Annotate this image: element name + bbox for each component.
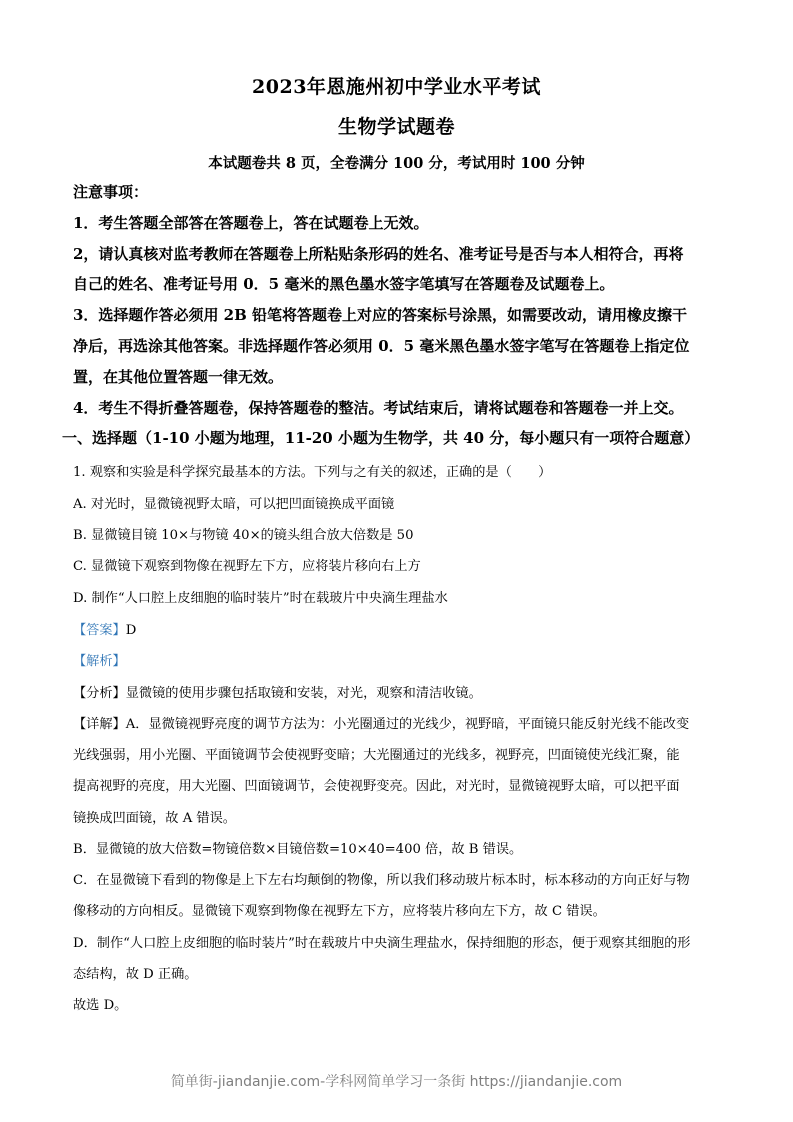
detail-line: B．显微镜的放大倍数=物镜倍数×目镜倍数=10×40=400 倍，故 B 错误。 <box>73 842 523 857</box>
detail-line: D．制作“人口腔上皮细胞的临时装片”时在载玻片中央滴生理盐水，保持细胞的形态，便于观察其细胞的形 <box>73 936 691 951</box>
fenxi-row <box>73 682 725 701</box>
notice-line: 净后，再选涂其他答案。非选择题作答必须用 0．5 毫米黑色墨水签字笔写在答题卷上指定位 <box>73 337 690 355</box>
detail-line: 光线强弱，用小光圈、平面镜调节会使视野变暗；大光圈通过的光线多，视野亮，凹面镜使光线汇聚，能 <box>73 748 680 763</box>
paper-info: 本试题卷共 8 页，全卷满分 100 分，考试用时 100 分钟 <box>208 155 585 172</box>
analysis-row <box>73 650 725 669</box>
footer-watermark: 简单街-jiandanjie.com-学科网简单学习一条街 https://jiandanjie.com <box>170 1074 623 1090</box>
fenxi-text: 显微镜的使用步骤包括取镜和安装，对光，观察和清洁收镜。 <box>125 686 482 701</box>
notice-line: 置，在其他位置答题一律无效。 <box>73 368 284 386</box>
section-heading: 一、选择题（1-10 小题为地理，11-20 小题为生物学，共 40 分，每小题只有一项符合题意） <box>62 429 700 447</box>
detail-row <box>73 713 725 732</box>
analysis-tag: 【解析】 <box>73 654 126 669</box>
detail-line: 提高视野的亮度，用大光圈、凹面镜调节，会使视野变亮。因此，对光时，显微镜视野太暗，可以把平面 <box>73 779 680 794</box>
question-stem: 1. 观察和实验是科学探究最基本的方法。下列与之有关的叙述，正确的是（ ） <box>73 465 552 480</box>
detail-tag: 【详解】 <box>73 717 126 732</box>
detail-text: A．显微镜视野亮度的调节方法为：小光圈通过的光线少，视野暗，平面镜只能反射光线不能改变 <box>125 717 690 732</box>
answer-value: D <box>125 623 137 638</box>
paper-subtitle: 生物学试题卷 <box>337 116 455 138</box>
option-a: A. 对光时，显微镜视野太暗，可以把凹面镜换成平面镜 <box>73 497 395 512</box>
answer-row <box>73 619 725 638</box>
notice-line: 3．选择题作答必须用 2B 铅笔将答题卷上对应的答案标号涂黑，如需要改动，请用橡皮擦干 <box>73 306 688 324</box>
exam-title: 2023年恩施州初中学业水平考试 <box>252 76 541 98</box>
notice-line: 2，请认真核对监考教师在答题卷上所粘贴条形码的姓名、准考证号是否与本人相符合，再将 <box>73 245 684 263</box>
option-d: D. 制作“人口腔上皮细胞的临时装片”时在载玻片中央滴生理盐水 <box>73 591 448 606</box>
detail-line: 像移动的方向相反。显微镜下观察到物像在视野左下方，应将装片移向左下方，故 C 错误。 <box>73 904 606 919</box>
notice-line: 自己的姓名、准考证号用 0．5 毫米的黑色墨水签字笔填写在答题卷及试题卷上。 <box>73 275 615 293</box>
option-b: B. 显微镜目镜 10×与物镜 40×的镜头组合放大倍数是 50 <box>73 528 414 543</box>
notice-line: 1．考生答题全部答在答题卷上，答在试题卷上无效。 <box>73 214 429 232</box>
fenxi-tag: 【分析】 <box>73 686 126 701</box>
detail-line: C．在显微镜下看到的物像是上下左右均颠倒的物像，所以我们移动玻片标本时，标本移动的方向正好与物 <box>73 873 690 888</box>
notice-line: 4．考生不得折叠答题卷，保持答题卷的整洁。考试结束后，请将试题卷和答题卷一并上交。 <box>73 399 684 417</box>
notice-heading: 注意事项： <box>73 183 149 201</box>
conclusion-line: 故选 D。 <box>73 998 128 1013</box>
detail-line: 态结构，故 D 正确。 <box>73 967 198 982</box>
answer-tag: 【答案】 <box>73 623 126 638</box>
detail-line: 镜换成凹面镜，故 A 错误。 <box>73 811 236 826</box>
option-c: C. 显微镜下观察到物像在视野左下方，应将装片移向右上方 <box>73 559 421 574</box>
